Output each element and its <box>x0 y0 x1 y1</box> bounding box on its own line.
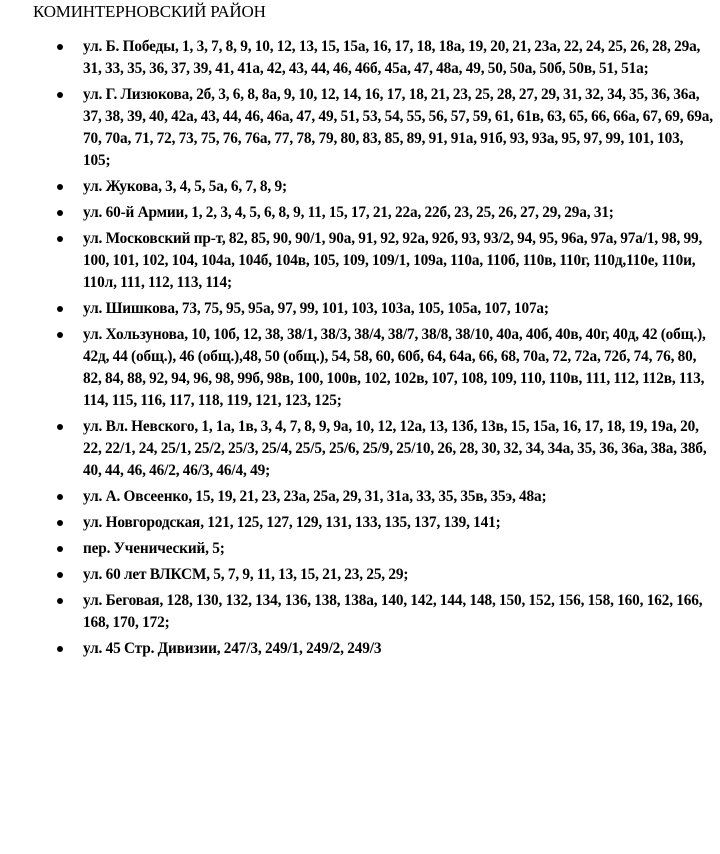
street-addresses: ул. Г. Лизюкова, 2б, 3, 6, 8, 8а, 9, 10, 12, 14, 16, 17, 18, 21, 23, 25, 28, 27, 29, 31, 32, 34, 35, 36, 36а, 37, 38, 39, 40, 42а, 43, 44, 46, 46а, 47, 49, 51, 53, 54, 55, 56, 57, 59, 61, 61в, 63, 65, 66, 66а, 67, 69, 69а, 70, 70а, 71, 72, 73, 75, 76, 76а, 77, 78, 79, 80, 83, 85, 89, 91, 91а, 91б, 93, 93а, 95, 97, 99, 101, 103, 105; <box>83 86 713 169</box>
bullet-icon <box>57 92 63 98</box>
bullet-icon <box>57 572 63 578</box>
bullet-icon <box>57 236 63 242</box>
street-addresses: ул. А. Овсеенко, 15, 19, 21, 23, 23а, 25а, 29, 31, 31а, 33, 35, 35в, 35э, 48а; <box>83 488 547 505</box>
list-item <box>0 202 720 224</box>
street-addresses: пер. Ученический, 5; <box>83 540 225 557</box>
street-addresses: ул. Новгородская, 121, 125, 127, 129, 131, 133, 135, 137, 139, 141; <box>83 514 501 531</box>
list-item <box>0 512 720 534</box>
street-addresses: ул. Б. Победы, 1, 3, 7, 8, 9, 10, 12, 13, 15, 15а, 16, 17, 18, 18а, 19, 20, 21, 23а, 22, 24, 25, 26, 28, 29а, 31, 33, 35, 36, 37, 39, 41, 41а, 42, 43, 44, 46, 46б, 45а, 47, 48а, 49, 50, 50а, 50б, 50в, 51, 51а; <box>83 38 701 77</box>
bullet-icon <box>57 494 63 500</box>
bullet-icon <box>57 598 63 604</box>
list-item <box>0 590 720 634</box>
list-item <box>0 486 720 508</box>
district-title: КОМИНТЕРНОВСКИЙ РАЙОН <box>33 2 266 21</box>
bullet-icon <box>57 646 63 652</box>
bullet-icon <box>57 424 63 430</box>
street-addresses: ул. Хользунова, 10, 10б, 12, 38, 38/1, 38/3, 38/4, 38/7, 38/8, 38/10, 40а, 40б, 40в, 40г, 40д, 42 (общ.), 42д, 44 (общ.), 46 (общ.),48, 50 (общ.), 54, 58, 60, 60б, 64, 64а, 66, 68, 70а, 72, 72а, 72б, 74, 76, 80, 82, 84, 88, 92, 94, 96, 98, 99б, 98в, 100, 100в, 102, 102в, 107, 108, 109, 110, 110в, 111, 112, 112в, 113, 114, 115, 116, 117, 118, 119, 121, 123, 125; <box>83 326 706 409</box>
bullet-icon <box>57 44 63 50</box>
street-addresses: ул. Беговая, 128, 130, 132, 134, 136, 138, 138а, 140, 142, 144, 148, 150, 152, 156, 158, 160, 162, 166, 168, 170, 172; <box>83 592 703 631</box>
bullet-icon <box>57 332 63 338</box>
street-addresses: ул. Вл. Невского, 1, 1а, 1в, 3, 4, 7, 8, 9, 9а, 10, 12, 12а, 13, 13б, 13в, 15, 15а, 16, 17, 18, 19, 19а, 20, 22, 22/1, 24, 25/1, 25/2, 25/3, 25/4, 25/5, 25/6, 25/9, 25/10, 26, 28, 30, 32, 34, 34а, 35, 36, 36а, 38а, 38б, 40, 44, 46, 46/2, 46/3, 46/4, 49; <box>83 418 707 479</box>
street-addresses: ул. 60-й Армии, 1, 2, 3, 4, 5, 6, 8, 9, 11, 15, 17, 21, 22а, 22б, 23, 25, 26, 27, 29, 29а, 31; <box>83 204 614 221</box>
bullet-icon <box>57 184 63 190</box>
list-item <box>0 324 720 412</box>
bullet-icon <box>57 546 63 552</box>
list-item <box>0 416 720 482</box>
bullet-icon <box>57 520 63 526</box>
street-addresses: ул. 60 лет ВЛКСМ, 5, 7, 9, 11, 13, 15, 21, 23, 25, 29; <box>83 566 409 583</box>
list-item <box>0 538 720 560</box>
street-addresses: ул. Шишкова, 73, 75, 95, 95а, 97, 99, 101, 103, 103а, 105, 105а, 107, 107а; <box>83 300 549 317</box>
street-address-list <box>0 36 720 664</box>
bullet-icon <box>57 210 63 216</box>
list-item <box>0 84 720 172</box>
list-item <box>0 228 720 294</box>
list-item <box>0 36 720 80</box>
list-item <box>0 298 720 320</box>
street-addresses: ул. Московский пр-т, 82, 85, 90, 90/1, 90а, 91, 92, 92а, 92б, 93, 93/2, 94, 95, 96а, 97а, 97а/1, 98, 99, 100, 101, 102, 104, 104а, 104б, 104в, 105, 109, 109/1, 109а, 110а, 110б, 110в, 110г, 110д,110е, 110и, 110л, 111, 112, 113, 114; <box>83 230 703 291</box>
bullet-icon <box>57 306 63 312</box>
list-item <box>0 564 720 586</box>
list-item <box>0 638 720 660</box>
street-addresses: ул. 45 Стр. Дивизии, 247/3, 249/1, 249/2, 249/3 <box>83 640 382 657</box>
list-item <box>0 176 720 198</box>
street-addresses: ул. Жукова, 3, 4, 5, 5а, 6, 7, 8, 9; <box>83 178 287 195</box>
